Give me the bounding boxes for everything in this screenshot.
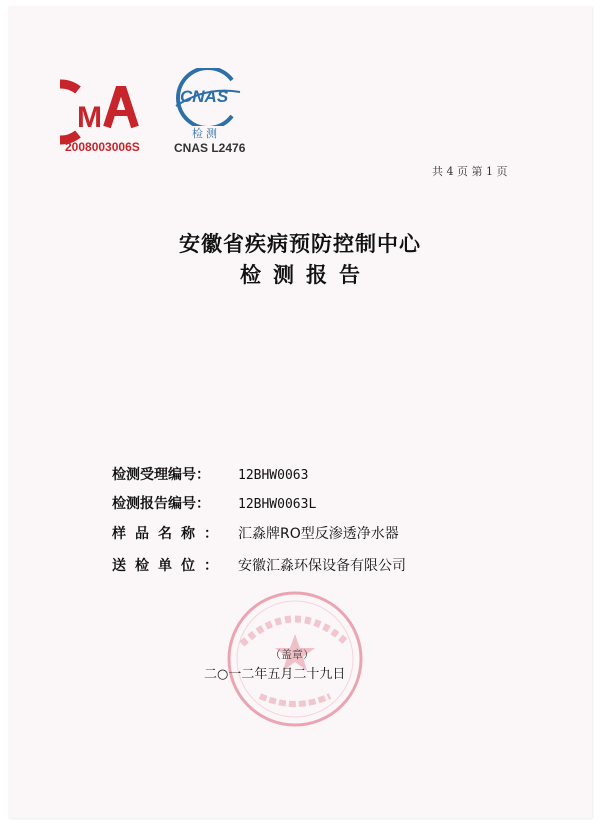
cnas-logo [166,68,246,126]
field-label: 检测受理编号： [112,467,210,483]
svg-text:M: M [77,101,102,134]
field-label: 检测报告编号： [112,496,210,512]
field-label: 送检单位： [112,558,227,574]
seal-mark: （盖章） [270,648,314,661]
cnas-testing-label: 检测 [192,127,220,140]
report-date: 二○一二年五月二十九日 [204,667,346,682]
field-value: 12BHW0063L [238,497,317,512]
page-count: 共 4 页 第 1 页 [432,165,508,178]
field-report-number [112,493,316,513]
field-label: 样品名称： [112,526,227,542]
field-value: 汇淼牌RO型反渗透净水器 [238,526,399,542]
field-sample-name [112,523,399,543]
report-page [8,6,592,818]
cma-certificate-number: 2008003006S [65,140,140,154]
field-submitting-unit [112,555,406,575]
field-value: 12BHW0063 [238,468,309,483]
report-title-organization: 安徽省疾病预防控制中心 [179,232,421,256]
svg-text:CNAS: CNAS [180,87,229,106]
report-title-type: 检测报告 [240,263,372,287]
field-value: 安徽汇淼环保设备有限公司 [238,558,406,574]
cnas-accreditation-number: CNAS L2476 [174,141,246,155]
field-acceptance-number [112,464,308,484]
